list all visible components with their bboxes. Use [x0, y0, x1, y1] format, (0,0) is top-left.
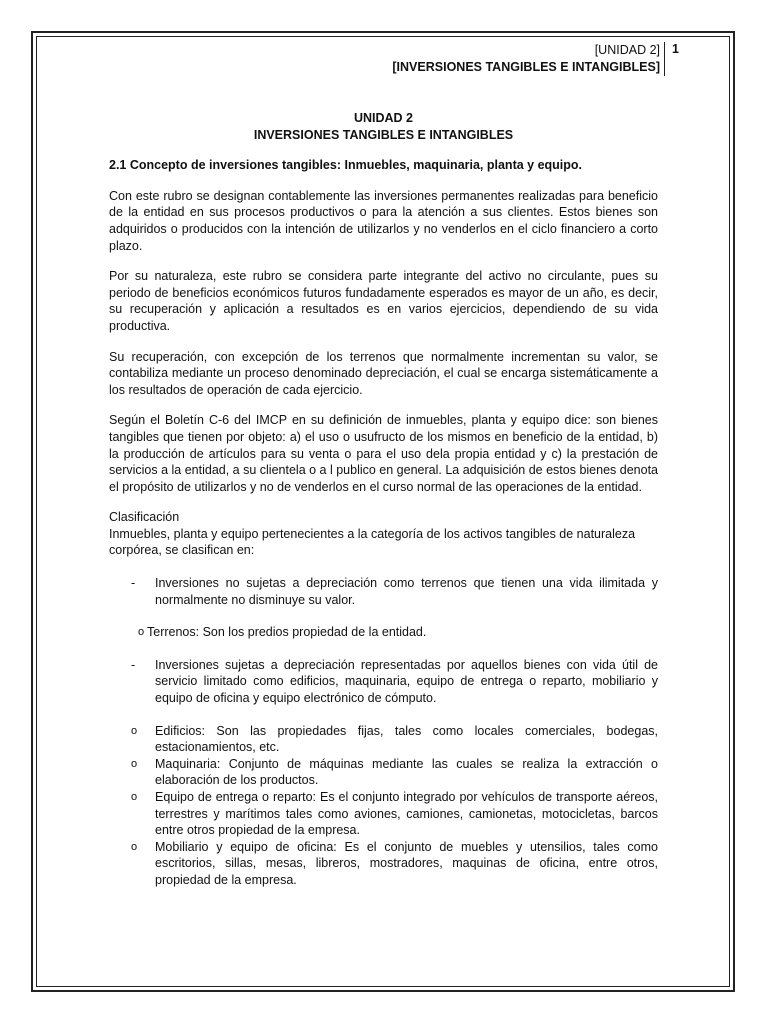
- document-title-line-1: UNIDAD 2: [353, 111, 414, 125]
- document-body: [109, 110, 658, 889]
- list-item-text: Maquinaria: Conjunto de máquinas mediante las cuales se realiza la extracción o elaboración de los productos.: [155, 756, 658, 788]
- paragraph-3: Su recuperación, con excepción de los terrenos que normalmente incrementan su valor, se contabiliza mediante un proceso denominado depreciación, el cual se encarga sistemáticamente a los resultados de operación de cada ejercicio.: [109, 349, 658, 397]
- classification-label: Clasificación: [109, 510, 180, 525]
- list-item-text: Terrenos: Son los predios propiedad de la entidad.: [147, 625, 427, 640]
- document-title-line-2: INVERSIONES TANGIBLES E INTANGIBLES: [253, 127, 514, 142]
- paragraph-4: Según el Boletín C-6 del IMCP en su definición de inmuebles, planta y equipo dice: son bienes tangibles que tienen por objeto: a) el uso o usufructo de los mismos en beneficio de la entidad, b) la producción de artículos para su venta o para el uso dela propia entidad y c) la prestación de servicios a la entidad, a su clientela o a l publico en general. La adquisición de estos bienes denota el propósito de utilizarlos y no de venderlos en el curso normal de las operaciones de la entidad.: [109, 413, 658, 494]
- list-item-mobiliario: [109, 839, 658, 889]
- section-heading: 2.1 Concepto de inversiones tangibles: Inmuebles, maquinaria, planta y equipo.: [109, 158, 583, 173]
- paragraph-2: Por su naturaleza, este rubro se considera parte integrante del activo no circulante, pues su periodo de beneficios económicos futuros fundadamente esperados es mayor de un año, es decir, su recuperación y aplicación a resultados es en varios ejercicios, dependiendo de su vida productiva.: [109, 269, 658, 333]
- list-item-text: Mobiliario y equipo de oficina: Es el conjunto de muebles y utensilios, tales como escritorios, sillas, mesas, libreros, mostradores, maquinas de oficina, entre otros, propiedad de la empresa.: [155, 839, 658, 887]
- paragraph-1: Con este rubro se designan contablemente las inversiones permanentes realizadas para beneficio de la entidad en sus procesos productivos o para la atención a sus clientes. Estos bienes son adquiridos o producidos con la intención de utilizarlos y no venderlos en el ciclo financiero a corto plazo.: [109, 188, 658, 253]
- header-unit: [UNIDAD 2]: [594, 43, 660, 57]
- list-item-equipo-entrega: [109, 789, 658, 839]
- list-item-maquinaria: [109, 756, 658, 789]
- circle-bullet: o: [138, 626, 145, 639]
- dash-bullet: -: [131, 657, 136, 672]
- list-item-no-depreciation: [109, 575, 658, 608]
- list-item-text: Inversiones no sujetas a depreciación como terrenos que tienen una vida ilimitada y normalmente no disminuye su valor.: [155, 576, 658, 607]
- list-item-text: Equipo de entrega o reparto: Es el conjunto integrado por vehículos de transporte aéreos, terrestres y marítimos tales como aviones, camiones, camionetas, motocicletas, barcos entre otros propiedad de la empresa.: [155, 790, 658, 838]
- list-item-terrenos: [109, 624, 658, 641]
- header-subtitle: [INVERSIONES TANGIBLES E INTANGIBLES]: [392, 60, 660, 74]
- circle-bullet: o: [131, 840, 138, 853]
- classification-intro: Inmuebles, planta y equipo pertenecientes a la categoría de los activos tangibles de naturaleza corpórea, se clasifican en:: [109, 526, 636, 558]
- circle-bullet: o: [131, 724, 138, 737]
- circle-bullet: o: [131, 757, 138, 770]
- list-item-text: Inversiones sujetas a depreciación representadas por aquellos bienes con vida útil de servicio limitado como edificios, maquinaria, equipo de entrega o reparto, mobiliario y equipo de oficina y equipo electrónico de cómputo.: [155, 657, 658, 706]
- list-item-text: Edificios: Son las propiedades fijas, tales como locales comerciales, bodegas, estacionamientos, etc.: [155, 723, 658, 755]
- page-number: 1: [672, 42, 679, 56]
- dash-bullet: -: [131, 576, 136, 591]
- header-divider: [664, 42, 665, 76]
- list-item-edificios: [109, 723, 658, 756]
- page-header: [392, 42, 660, 76]
- list-item-depreciation: [109, 657, 658, 707]
- circle-bullet: o: [131, 791, 138, 803]
